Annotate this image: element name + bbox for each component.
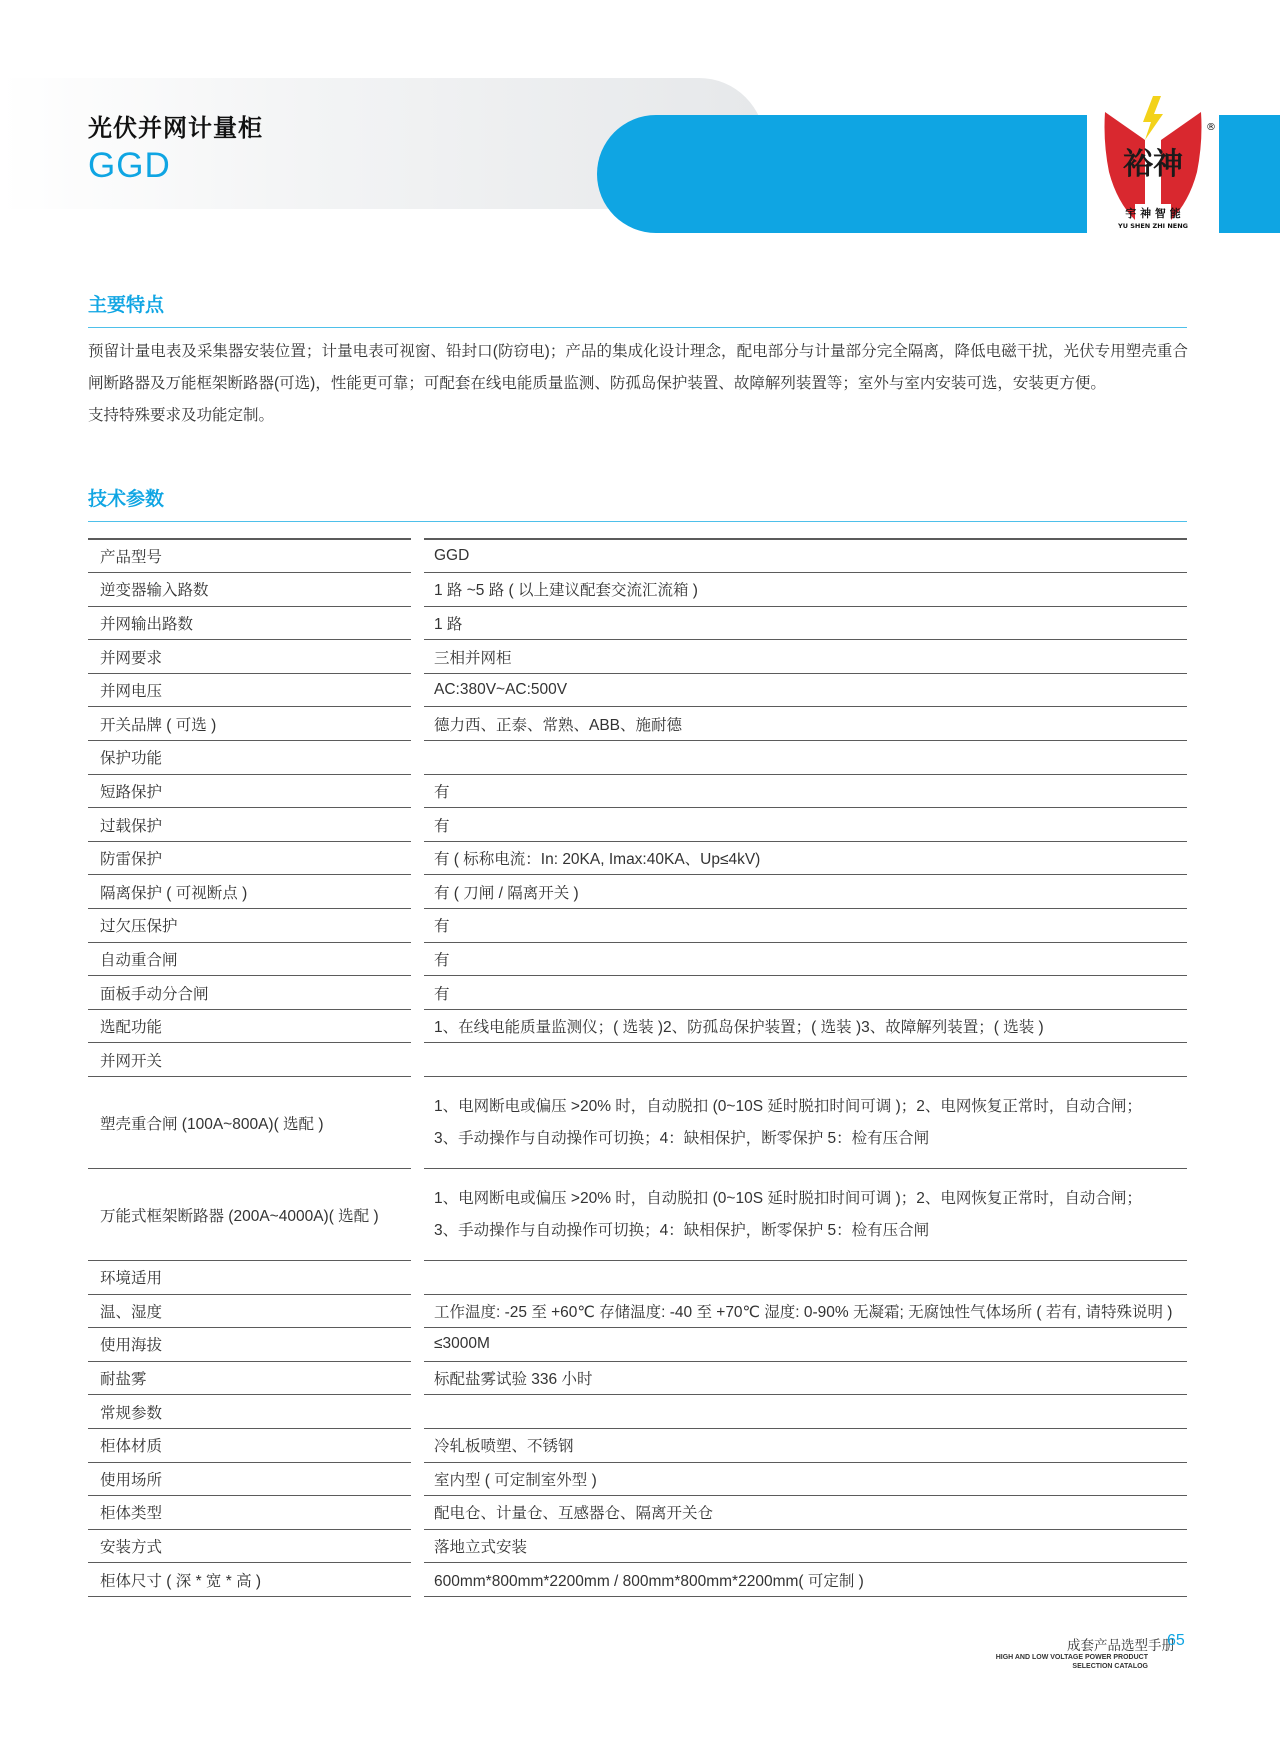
spec-key: 使用海拔 [88,1328,411,1362]
spec-key: 防雷保护 [88,842,411,876]
spec-value: 标配盐雾试验 336 小时 [424,1362,1187,1396]
table-row [88,707,1187,741]
spec-value: 有 [424,909,1187,943]
spec-key: 并网电压 [88,674,411,708]
spec-key: 柜体类型 [88,1496,411,1530]
spec-value-line: 3、手动操作与自动操作可切换；4：缺相保护，断零保护 5：检有压合闸 [434,1221,930,1239]
specs-title: 技术参数 [88,489,165,510]
specs-divider [88,521,1187,522]
spec-value: 有 ( 刀闸 / 隔离开关 ) [424,875,1187,909]
table-row [88,1496,1187,1530]
spec-key: 万能式框架断路器 (200A~4000A)( 选配 ) [88,1169,411,1261]
table-row [88,1328,1187,1362]
spec-key: 短路保护 [88,775,411,809]
table-row [88,808,1187,842]
features-title: 主要特点 [88,295,165,316]
spec-key: 温、湿度 [88,1295,411,1329]
table-row [88,1463,1187,1497]
table-row [88,674,1187,708]
page-title: 光伏并网计量柜 [88,115,263,142]
table-row [88,1429,1187,1463]
table-row [88,775,1187,809]
registered-mark: ® [1206,122,1216,133]
spec-value [424,1261,1187,1295]
spec-value: 有 [424,976,1187,1010]
table-row [88,1169,1187,1261]
features-divider [88,327,1187,328]
spec-key: 安装方式 [88,1530,411,1564]
spec-key: 逆变器输入路数 [88,573,411,607]
table-row [88,607,1187,641]
table-row [88,573,1187,607]
table-row [88,640,1187,674]
spec-value [424,1169,1187,1261]
spec-value [424,1043,1187,1077]
spec-value: 有 ( 标称电流：In: 20KA, Imax:40KA、Up≤4kV) [424,842,1187,876]
table-row [88,1362,1187,1396]
spec-key: 并网开关 [88,1043,411,1077]
spec-value: 有 [424,775,1187,809]
table-row [88,1530,1187,1564]
spec-key: 柜体尺寸 ( 深 * 宽 * 高 ) [88,1563,411,1597]
spec-value: 1 路 [424,607,1187,641]
spec-value: 三相并网柜 [424,640,1187,674]
spec-key: 柜体材质 [88,1429,411,1463]
table-row [88,976,1187,1010]
spec-value-line: 1、电网断电或偏压 >20% 时，自动脱扣 (0~10S 延时脱扣时间可调 )；2、电网恢复正常时，自动合闸； [434,1189,1142,1207]
features-paragraph: 支持特殊要求及功能定制。 [88,407,275,424]
spec-value [424,1077,1187,1169]
spec-key: 选配功能 [88,1010,411,1044]
table-row [88,1261,1187,1295]
table-row [88,1043,1187,1077]
spec-value: 室内型 ( 可定制室外型 ) [424,1463,1187,1497]
spec-key: 过载保护 [88,808,411,842]
table-row [88,741,1187,775]
page-model: GGD [88,146,171,185]
spec-value: 冷轧板喷塑、不锈钢 [424,1429,1187,1463]
spec-key: 常规参数 [88,1395,411,1429]
footer-catalog-title: 成套产品选型手册 [1067,1638,1175,1653]
brand-en-name: YU SHEN ZHI NENG [1117,222,1189,230]
table-row [88,943,1187,977]
table-row [88,1077,1187,1169]
footer-en-line: HIGH AND LOW VOLTAGE POWER PRODUCT [995,1654,1148,1661]
spec-value: 600mm*800mm*2200mm / 800mm*800mm*2200mm( 可定制 ) [424,1563,1187,1597]
spec-key: 耐盐雾 [88,1362,411,1396]
spec-key: 自动重合闸 [88,943,411,977]
table-row [88,875,1187,909]
features-paragraph: 预留计量电表及采集器安装位置；计量电表可视窗、铅封口(防窃电)；产品的集成化设计理念，配电部分与计量部分完全隔离，降低电磁干扰，光伏专用塑壳重合闸断路器及万能框架断路器(可选)，性能更可靠；可配套在线电能质量监测、防孤岛保护装置、故障解列装置等；室外与室内安装可选，安装更方便。 [88,343,1188,392]
footer-en-line: SELECTION CATALOG [1072,1663,1148,1670]
spec-value: 配电仓、计量仓、互感器仓、隔离开关仓 [424,1496,1187,1530]
spec-value: 1、在线电能质量监测仪；( 选装 )2、防孤岛保护装置；( 选装 )3、故障解列装置；( 选装 ) [424,1010,1187,1044]
spec-value: 工作温度: -25 至 +60℃ 存储温度: -40 至 +70℃ 湿度: 0-90% 无凝霜; 无腐蚀性气体场所 ( 若有, 请特殊说明 ) [424,1295,1187,1329]
spec-key: 并网要求 [88,640,411,674]
spec-value: 有 [424,943,1187,977]
footer-catalog-subtitle [996,1653,1148,1671]
header-blue-edge [1219,115,1280,233]
spec-value: 德力西、正泰、常熟、ABB、施耐德 [424,707,1187,741]
table-row [88,1010,1187,1044]
spec-value-line: 3、手动操作与自动操作可切换；4：缺相保护，断零保护 5：检有压合闸 [434,1129,930,1147]
spec-value: AC:380V~AC:500V [424,674,1187,708]
spec-key: 使用场所 [88,1463,411,1497]
table-row [88,1395,1187,1429]
spec-key: 环境适用 [88,1261,411,1295]
header-blue-band [597,115,1087,233]
page-number: 65 [1167,1632,1185,1649]
spec-key: 并网输出路数 [88,607,411,641]
spec-value: 1 路 ~5 路 ( 以上建议配套交流汇流箱 ) [424,573,1187,607]
table-row [88,540,1187,574]
spec-key: 面板手动分合闸 [88,976,411,1010]
features-text [88,336,1188,432]
spec-value-line: 1、电网断电或偏压 >20% 时，自动脱扣 (0~10S 延时脱扣时间可调 )；2、电网恢复正常时，自动合闸； [434,1097,1142,1115]
spec-value [424,1395,1187,1429]
table-row [88,1563,1187,1597]
spec-key: 过欠压保护 [88,909,411,943]
brand-logo-icon [1087,92,1219,242]
spec-value [424,741,1187,775]
brand-cn-name: 宇 神 智 能 [1125,207,1181,220]
table-row [88,842,1187,876]
spec-value: GGD [424,540,1187,574]
logo-glyphs: 裕神 [1123,147,1183,182]
spec-key: 产品型号 [88,540,411,574]
spec-table [88,538,1187,1597]
brand-logo-area [1087,92,1219,242]
spec-value: 有 [424,808,1187,842]
table-row [88,909,1187,943]
spec-key: 保护功能 [88,741,411,775]
spec-value: 落地立式安装 [424,1530,1187,1564]
spec-key: 开关品牌 ( 可选 ) [88,707,411,741]
table-row [88,1295,1187,1329]
spec-key: 塑壳重合闸 (100A~800A)( 选配 ) [88,1077,411,1169]
spec-value: ≤3000M [424,1328,1187,1362]
spec-key: 隔离保护 ( 可视断点 ) [88,875,411,909]
